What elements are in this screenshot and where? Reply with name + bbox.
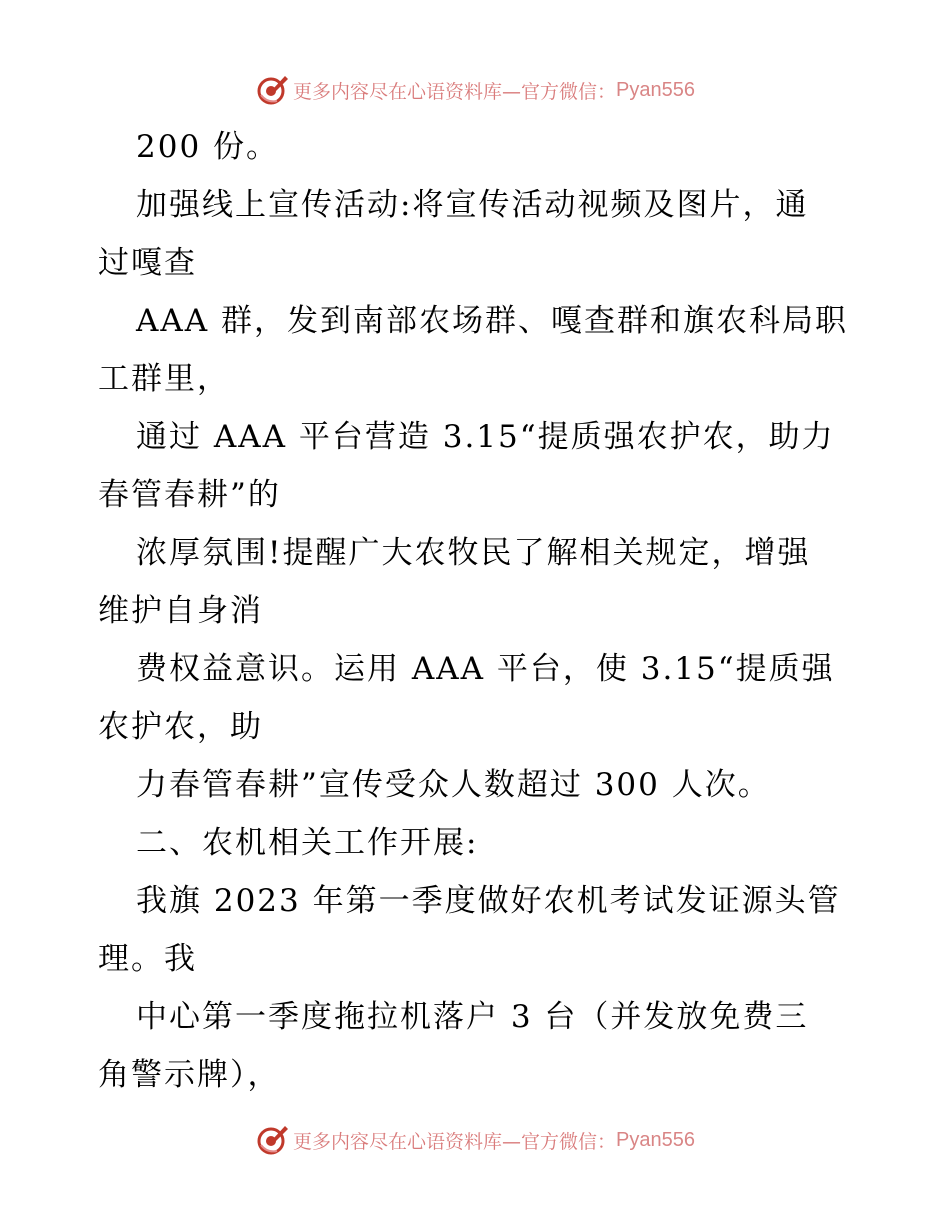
header-banner-handle: Pyan556 — [616, 78, 695, 101]
footer-banner — [0, 1120, 950, 1160]
body-line: 200 份。 — [136, 129, 280, 165]
body-line: 我旗 2023 年第一季度做好农机考试发证源头管 — [136, 883, 841, 919]
body-line: 通过 AAA 平台营造 3.15“提质强农护农，助力 — [136, 419, 835, 455]
body-line: 力春管春耕”宣传受众人数超过 300 人次。 — [136, 767, 771, 803]
footer-banner-handle: Pyan556 — [616, 1128, 695, 1151]
section-heading: 二、农机相关工作开展: — [136, 825, 479, 861]
pen-nib-logo-icon — [255, 73, 289, 107]
pen-nib-logo-icon — [255, 1123, 289, 1157]
body-line: 费权益意识。运用 AAA 平台，使 3.15“提质强 — [136, 651, 835, 687]
body-line: 维护自身消 — [98, 593, 263, 629]
body-line: 过嘎查 — [98, 245, 197, 281]
body-line: 理。我 — [98, 941, 197, 977]
footer-banner-text: 更多内容尽在心语资料库—官方微信： — [293, 1130, 617, 1153]
body-line: 农护农，助 — [98, 709, 263, 745]
body-line: AAA 群，发到南部农场群、嘎查群和旗农科局职 — [136, 303, 849, 339]
body-line: 角警示牌）， — [98, 1057, 281, 1093]
body-line: 加强线上宣传活动:将宣传活动视频及图片，通 — [136, 187, 809, 223]
body-line: 浓厚氛围!提醒广大农牧民了解相关规定，增强 — [136, 535, 811, 571]
body-line: 中心第一季度拖拉机落户 3 台（并发放免费三 — [136, 999, 809, 1035]
header-banner — [0, 70, 950, 110]
header-banner-text: 更多内容尽在心语资料库—官方微信： — [293, 80, 617, 103]
body-line: 工群里， — [98, 361, 230, 397]
document-body — [98, 118, 858, 1104]
body-line: 春管春耕”的 — [98, 477, 281, 513]
